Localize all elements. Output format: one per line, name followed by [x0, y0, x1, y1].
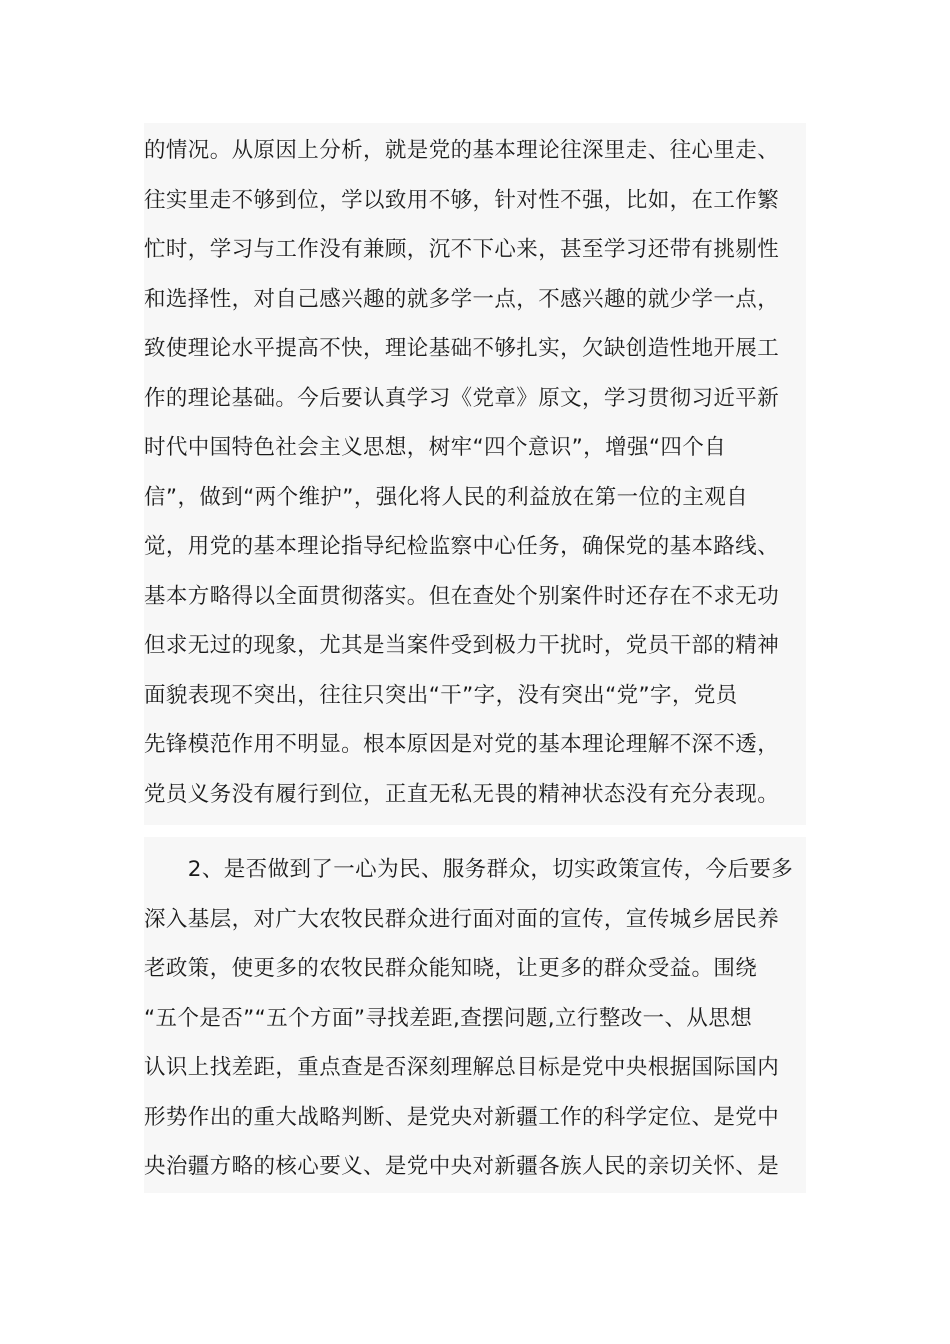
text-line: 基本方略得以全面贯彻落实。但在查处个别案件时还存在不求无功: [144, 583, 780, 609]
text-line: 2、是否做到了一心为民、服务群众，切实政策宣传，今后要多: [144, 857, 794, 882]
text-line: 和选择性，对自己感兴趣的就多学一点，不感兴趣的就少学一点，: [144, 286, 780, 312]
text-line: 的情况。从原因上分析，就是党的基本理论往深里走、往心里走、: [144, 138, 780, 163]
text-line: 忙时，学习与工作没有兼顾，沉不下心来，甚至学习还带有挑剔性: [144, 237, 780, 262]
text-line: 但求无过的现象，尤其是当案件受到极力干扰时，党员干部的精神: [144, 633, 780, 658]
paragraph-1: [144, 123, 806, 825]
text-line: 往实里走不够到位，学以致用不够，针对性不强，比如，在工作繁: [144, 187, 780, 213]
paragraph-2: [144, 837, 806, 1193]
text-line: 党员义务没有履行到位，正直无私无畏的精神状态没有充分表现。: [144, 781, 780, 807]
text-line: 央治疆方略的核心要义、是党中央对新疆各族人民的亲切关怀、是: [144, 1154, 780, 1179]
text-line: 作的理论基础。今后要认真学习《党章》原文，学习贯彻习近平新: [144, 385, 780, 411]
text-line: 形势作出的重大战略判断、是党央对新疆工作的科学定位、是党中: [144, 1104, 780, 1130]
text-line: 觉，用党的基本理论指导纪检监察中心任务，确保党的基本路线、: [144, 534, 780, 559]
text-line: 老政策，使更多的农牧民群众能知晓，让更多的群众受益。围绕: [144, 956, 758, 981]
text-line: 时代中国特色社会主义思想，树牢“四个意识”，增强“四个自: [144, 435, 727, 460]
text-line: 致使理论水平提高不快，理论基础不够扎实，欠缺创造性地开展工: [144, 336, 780, 361]
text-line: 认识上找差距，重点查是否深刻理解总目标是党中央根据国际国内: [144, 1055, 780, 1080]
text-line: 先锋模范作用不明显。根本原因是对党的基本理论理解不深不透，: [144, 732, 780, 757]
text-line: 深入基层，对广大农牧民群众进行面对面的宣传，宣传城乡居民养: [144, 906, 780, 932]
text-line: “五个是否”“五个方面”寻找差距,查摆问题,立行整改一、从思想: [144, 1005, 753, 1031]
text-line: 信”，做到“两个维护”，强化将人民的利益放在第一位的主观自: [144, 484, 749, 510]
text-line: 面貌表现不突出，往往只突出“干”字，没有突出“党”字，党员: [144, 682, 738, 708]
